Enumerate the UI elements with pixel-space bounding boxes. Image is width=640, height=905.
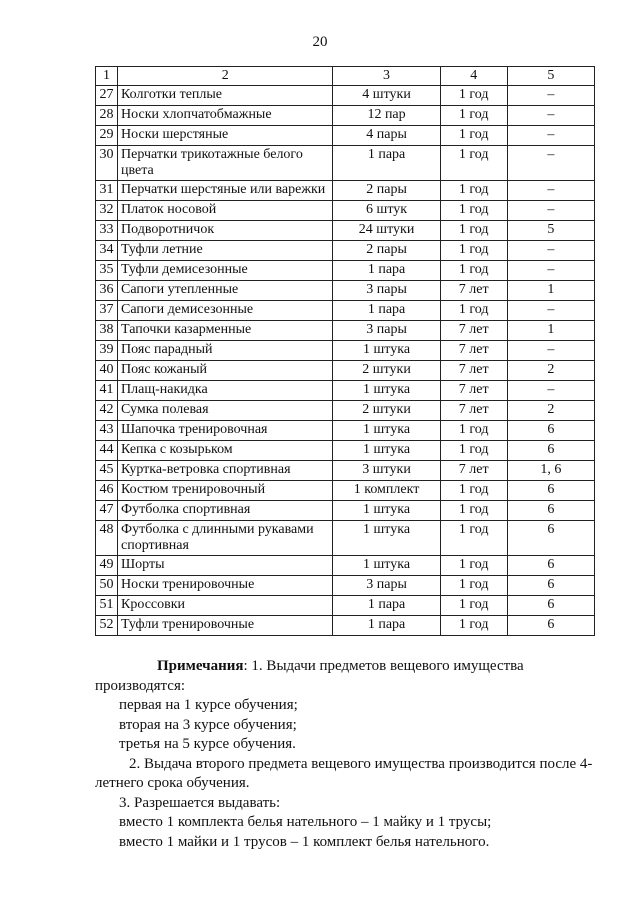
- item-quantity: 1 пара: [333, 596, 440, 616]
- item-name: Перчатки трикотажные белого цвета: [118, 146, 333, 181]
- item-quantity: 6 штук: [333, 201, 440, 221]
- table-row: [96, 106, 595, 126]
- row-number: 46: [96, 481, 118, 501]
- item-quantity: 24 штуки: [333, 221, 440, 241]
- item-name: Костюм тренировочный: [118, 481, 333, 501]
- item-note: –: [507, 126, 594, 146]
- table-row: [96, 501, 595, 521]
- item-name: Плащ-накидка: [118, 381, 333, 401]
- item-name: Кроссовки: [118, 596, 333, 616]
- table-row: [96, 481, 595, 501]
- page-number: 20: [312, 34, 328, 50]
- row-number: 43: [96, 421, 118, 441]
- item-quantity: 1 штука: [333, 441, 440, 461]
- note-3-item: вместо 1 комплекта белья нательного – 1 майку и 1 трусы;: [119, 814, 492, 830]
- item-name: Тапочки казарменные: [118, 321, 333, 341]
- item-quantity: 1 штука: [333, 556, 440, 576]
- table-row: [96, 556, 595, 576]
- table-row: [96, 341, 595, 361]
- item-name: Пояс кожаный: [118, 361, 333, 381]
- item-name: Сумка полевая: [118, 401, 333, 421]
- item-quantity: 1 комплект: [333, 481, 440, 501]
- row-number: 35: [96, 261, 118, 281]
- item-note: –: [507, 86, 594, 106]
- table-row: [96, 241, 595, 261]
- item-note: 6: [507, 421, 594, 441]
- item-note: 2: [507, 361, 594, 381]
- item-term: 1 год: [440, 221, 507, 241]
- table-row: [96, 401, 595, 421]
- item-note: 5: [507, 221, 594, 241]
- row-number: 45: [96, 461, 118, 481]
- item-quantity: 2 пары: [333, 241, 440, 261]
- item-quantity: 3 штуки: [333, 461, 440, 481]
- item-term: 1 год: [440, 576, 507, 596]
- item-term: 1 год: [440, 126, 507, 146]
- note-1-item: первая на 1 курсе обучения;: [119, 697, 298, 713]
- item-quantity: 3 пары: [333, 321, 440, 341]
- row-number: 29: [96, 126, 118, 146]
- table-row: [96, 461, 595, 481]
- note-3: 3. Разрешается выдавать:: [119, 794, 281, 811]
- item-term: 1 год: [440, 86, 507, 106]
- item-term: 1 год: [440, 616, 507, 636]
- item-note: 1: [507, 321, 594, 341]
- item-name: Подворотничок: [118, 221, 333, 241]
- item-term: 7 лет: [440, 361, 507, 381]
- notes-heading: Примечания: [157, 658, 244, 674]
- header-cell-item: 2: [118, 67, 333, 86]
- item-name: Перчатки шерстяные или варежки: [118, 181, 333, 201]
- row-number: 38: [96, 321, 118, 341]
- item-note: –: [507, 106, 594, 126]
- table-row: [96, 421, 595, 441]
- item-name: Носки тренировочные: [118, 576, 333, 596]
- item-quantity: 1 штука: [333, 501, 440, 521]
- item-quantity: 1 пара: [333, 616, 440, 636]
- table-row: [96, 86, 595, 106]
- item-name: Пояс парадный: [118, 341, 333, 361]
- item-term: 1 год: [440, 481, 507, 501]
- table-row: [96, 321, 595, 341]
- item-quantity: 4 пары: [333, 126, 440, 146]
- item-name: Куртка-ветровка спортивная: [118, 461, 333, 481]
- items-table-body: [96, 67, 595, 636]
- row-number: 28: [96, 106, 118, 126]
- item-name: Туфли демисезонные: [118, 261, 333, 281]
- row-number: 44: [96, 441, 118, 461]
- note-1-text: : 1. Выдачи предметов вещевого имущества производятся:: [95, 658, 524, 694]
- table-row: [96, 616, 595, 636]
- item-note: 6: [507, 596, 594, 616]
- item-note: 6: [507, 501, 594, 521]
- item-term: 1 год: [440, 201, 507, 221]
- item-term: 1 год: [440, 556, 507, 576]
- item-name: Колготки теплые: [118, 86, 333, 106]
- item-note: 6: [507, 521, 594, 556]
- row-number: 39: [96, 341, 118, 361]
- item-term: 1 год: [440, 521, 507, 556]
- table-row: [96, 576, 595, 596]
- header-cell-notes: 5: [507, 67, 594, 86]
- item-note: 6: [507, 441, 594, 461]
- table-row: [96, 261, 595, 281]
- row-number: 40: [96, 361, 118, 381]
- item-term: 1 год: [440, 501, 507, 521]
- item-note: –: [507, 341, 594, 361]
- item-note: –: [507, 301, 594, 321]
- table-row: [96, 596, 595, 616]
- row-number: 50: [96, 576, 118, 596]
- item-term: 7 лет: [440, 401, 507, 421]
- note-1-item: вторая на 3 курсе обучения;: [119, 716, 297, 733]
- item-quantity: 1 пара: [333, 146, 440, 181]
- item-name: Футболка с длинными рукавами спортивная: [118, 521, 333, 556]
- item-name: Кепка с козырьком: [118, 441, 333, 461]
- table-row: [96, 126, 595, 146]
- item-name: Носки хлопчатобмажные: [118, 106, 333, 126]
- item-term: 1 год: [440, 261, 507, 281]
- item-name: Сапоги демисезонные: [118, 301, 333, 321]
- item-term: 1 год: [440, 596, 507, 616]
- item-term: 1 год: [440, 146, 507, 181]
- item-note: –: [507, 381, 594, 401]
- table-row: [96, 521, 595, 556]
- item-term: 7 лет: [440, 381, 507, 401]
- item-note: 1, 6: [507, 461, 594, 481]
- table-row: [96, 201, 595, 221]
- item-note: –: [507, 201, 594, 221]
- item-name: Носки шерстяные: [118, 126, 333, 146]
- row-number: 41: [96, 381, 118, 401]
- row-number: 33: [96, 221, 118, 241]
- item-note: 6: [507, 556, 594, 576]
- item-name: Футболка спортивная: [118, 501, 333, 521]
- note-1: [95, 657, 595, 696]
- table-row: [96, 221, 595, 241]
- item-quantity: 12 пар: [333, 106, 440, 126]
- header-cell-term: 4: [440, 67, 507, 86]
- item-term: 7 лет: [440, 461, 507, 481]
- notes-section: [95, 657, 595, 852]
- item-term: 1 год: [440, 106, 507, 126]
- item-quantity: 1 пара: [333, 301, 440, 321]
- item-quantity: 3 пары: [333, 281, 440, 301]
- item-term: 1 год: [440, 441, 507, 461]
- item-quantity: 1 штука: [333, 521, 440, 556]
- item-quantity: 2 штуки: [333, 401, 440, 421]
- row-number: 34: [96, 241, 118, 261]
- row-number: 27: [96, 86, 118, 106]
- row-number: 31: [96, 181, 118, 201]
- item-quantity: 2 пары: [333, 181, 440, 201]
- table-row: [96, 441, 595, 461]
- row-number: 48: [96, 521, 118, 556]
- table-row: [96, 281, 595, 301]
- note-2: 2. Выдача второго предмета вещевого имущества производится после 4-летнего срока обучения.: [95, 755, 593, 791]
- item-quantity: 4 штуки: [333, 86, 440, 106]
- item-note: 6: [507, 481, 594, 501]
- item-note: 6: [507, 576, 594, 596]
- item-note: –: [507, 181, 594, 201]
- item-name: Платок носовой: [118, 201, 333, 221]
- item-term: 1 год: [440, 241, 507, 261]
- table-header-row: [96, 67, 595, 86]
- note-3-item: вместо 1 майки и 1 трусов – 1 комплект белья нательного.: [119, 833, 490, 850]
- item-note: –: [507, 261, 594, 281]
- item-term: 7 лет: [440, 341, 507, 361]
- row-number: 37: [96, 301, 118, 321]
- row-number: 32: [96, 201, 118, 221]
- item-name: Сапоги утепленные: [118, 281, 333, 301]
- table-row: [96, 301, 595, 321]
- item-quantity: 3 пары: [333, 576, 440, 596]
- items-table: [95, 66, 595, 636]
- item-quantity: 1 штука: [333, 421, 440, 441]
- item-quantity: 1 штука: [333, 381, 440, 401]
- item-quantity: 2 штуки: [333, 361, 440, 381]
- row-number: 36: [96, 281, 118, 301]
- item-term: 1 год: [440, 421, 507, 441]
- row-number: 49: [96, 556, 118, 576]
- table-row: [96, 181, 595, 201]
- item-note: 1: [507, 281, 594, 301]
- row-number: 51: [96, 596, 118, 616]
- table-row: [96, 146, 595, 181]
- item-term: 7 лет: [440, 321, 507, 341]
- table-row: [96, 381, 595, 401]
- item-quantity: 1 штука: [333, 341, 440, 361]
- item-note: 2: [507, 401, 594, 421]
- table-row: [96, 361, 595, 381]
- row-number: 47: [96, 501, 118, 521]
- item-term: 7 лет: [440, 281, 507, 301]
- item-term: 1 год: [440, 301, 507, 321]
- item-name: Шорты: [118, 556, 333, 576]
- item-name: Туфли летние: [118, 241, 333, 261]
- row-number: 52: [96, 616, 118, 636]
- item-quantity: 1 пара: [333, 261, 440, 281]
- row-number: 30: [96, 146, 118, 181]
- item-name: Шапочка тренировочная: [118, 421, 333, 441]
- row-number: 42: [96, 401, 118, 421]
- note-1-item: третья на 5 курсе обучения.: [119, 736, 296, 752]
- item-note: –: [507, 146, 594, 181]
- item-note: 6: [507, 616, 594, 636]
- item-term: 1 год: [440, 181, 507, 201]
- item-note: –: [507, 241, 594, 261]
- header-cell-quantity: 3: [333, 67, 440, 86]
- item-name: Туфли тренировочные: [118, 616, 333, 636]
- header-cell-number: 1: [96, 67, 118, 86]
